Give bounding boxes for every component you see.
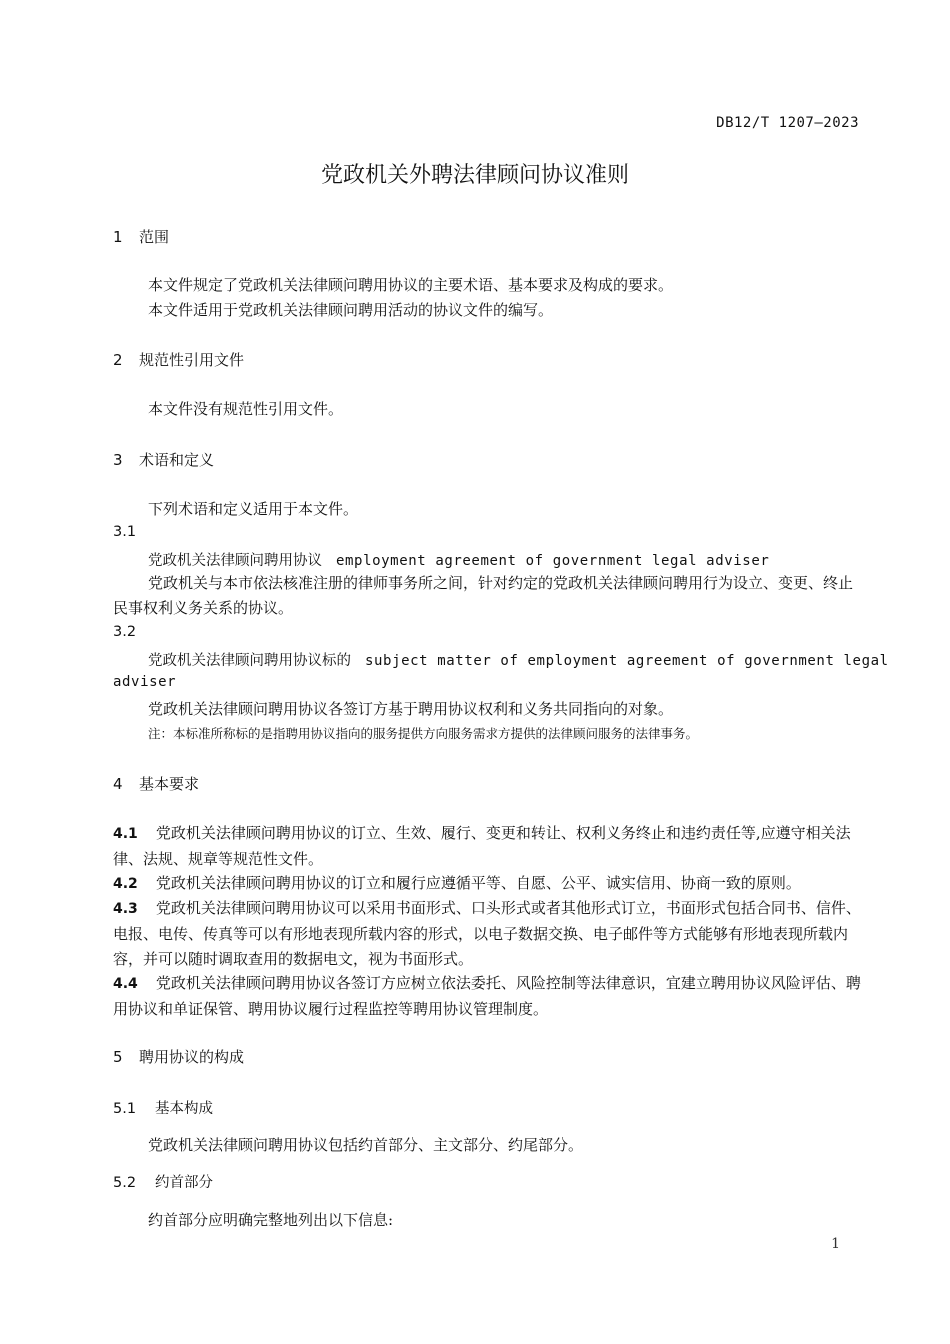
section-1-paragraph-2: 本文件适用于党政机关法律顾问聘用活动的协议文件的编写。 [148,301,554,319]
subsection-5-2-number: 5.2 [113,1175,137,1191]
subsection-5-1-heading [113,1097,213,1118]
document-title: 党政机关外聘法律顾问协议准则 [320,163,629,188]
clause-4-4-number: 4.4 [113,976,138,992]
section-3-paragraph-1: 下列术语和定义适用于本文件。 [148,500,359,518]
section-3-number: 3 [113,451,123,469]
clause-4-3-number: 4.3 [113,901,138,917]
term-3-2-note: 注：本标准所称标的是指聘用协议指向的服务提供方向服务需求方提供的法律顾问服务的法律事务。 [148,726,699,741]
section-2-title: 规范性引用文件 [139,351,245,369]
subsection-5-2-title: 约首部分 [155,1175,213,1191]
clause-4-1 [113,821,863,872]
section-2-paragraph-1: 本文件没有规范性引用文件。 [148,400,344,418]
section-1-title: 范围 [139,228,170,246]
section-3-heading [113,449,214,470]
subsection-5-1-number: 5.1 [113,1101,137,1117]
section-4-title: 基本要求 [139,775,200,793]
clause-4-4-text: 党政机关法律顾问聘用协议各签订方应树立依法委托、风险控制等法律意识，宜建立聘用协议风险评估、聘用协议和单证保管、聘用协议履行过程监控等聘用协议管理制度。 [113,974,861,1018]
term-3-1-name: 党政机关法律顾问聘用协议 [148,553,322,569]
section-1-heading [113,226,169,247]
term-3-2-english-line-1: subject matter of employment agreement of government legal [365,653,889,669]
section-5-number: 5 [113,1048,123,1066]
clause-4-2-number: 4.2 [113,876,138,892]
page-number: 1 [831,1236,840,1252]
term-3-1-english: employment agreement of government legal adviser [336,553,770,569]
term-3-2 [148,649,889,670]
term-3-1-number: 3.1 [113,524,137,540]
section-5-title: 聘用协议的构成 [139,1048,245,1066]
subsection-5-1-paragraph: 党政机关法律顾问聘用协议包括约首部分、主文部分、约尾部分。 [148,1136,584,1154]
section-3-title: 术语和定义 [139,451,215,469]
section-2-heading [113,349,244,370]
term-3-2-name: 党政机关法律顾问聘用协议标的 [148,653,351,669]
standard-number: DB12/T 1207—2023 [716,115,859,131]
clause-4-4 [113,971,863,1022]
clause-4-2 [113,871,863,897]
section-4-number: 4 [113,775,123,793]
section-1-number: 1 [113,228,123,246]
section-4-heading [113,773,199,794]
clause-4-1-text: 党政机关法律顾问聘用协议的订立、生效、履行、变更和转让、权利义务终止和违约责任等,应遵守相关法律、法规、规章等规范性文件。 [113,824,851,868]
section-2-number: 2 [113,351,123,369]
clause-4-3-text: 党政机关法律顾问聘用协议可以采用书面形式、口头形式或者其他形式订立，书面形式包括合同书、信件、电报、电传、传真等可以有形地表现所载内容的形式，以电子数据交换、电子邮件等方式能够有形地表现所载内容，并可以随时调取查用的数据电文，视为书面形式。 [113,899,861,968]
clause-4-1-number: 4.1 [113,826,138,842]
subsection-5-2-heading [113,1171,213,1192]
term-3-2-english-line-2: adviser [113,674,177,690]
term-3-1-definition: 党政机关与本市依法核准注册的律师事务所之间，针对约定的党政机关法律顾问聘用行为设立、变更、终止民事权利义务关系的协议。 [113,574,854,617]
term-3-2-number: 3.2 [113,624,137,640]
subsection-5-1-title: 基本构成 [155,1101,213,1117]
term-3-1 [148,549,769,570]
section-1-paragraph-1: 本文件规定了党政机关法律顾问聘用协议的主要术语、基本要求及构成的要求。 [148,276,674,294]
clause-4-3 [113,896,863,972]
section-5-heading [113,1046,244,1067]
term-3-2-definition: 党政机关法律顾问聘用协议各签订方基于聘用协议权利和义务共同指向的对象。 [148,700,674,718]
clause-4-2-text: 党政机关法律顾问聘用协议的订立和履行应遵循平等、自愿、公平、诚实信用、协商一致的原则。 [155,874,801,892]
subsection-5-2-paragraph: 约首部分应明确完整地列出以下信息: [148,1211,394,1229]
